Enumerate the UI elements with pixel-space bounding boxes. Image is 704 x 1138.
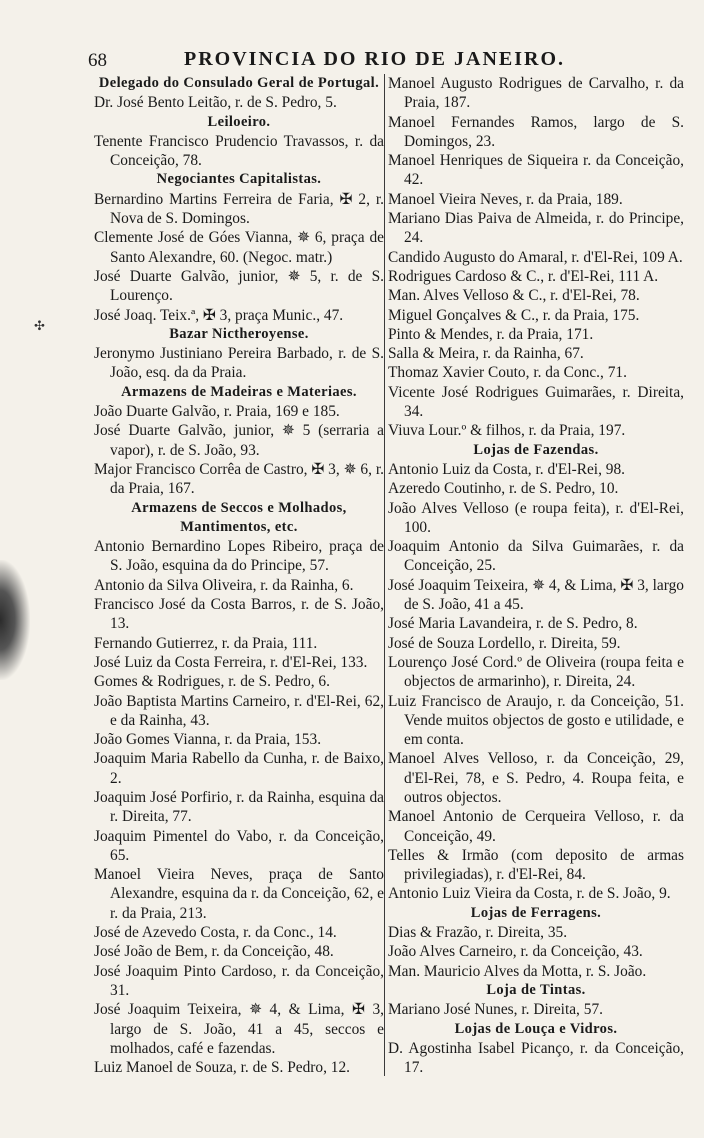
directory-entry: Tenente Francisco Prudencio Travassos, r. da Conceição, 78. bbox=[94, 132, 384, 170]
directory-entry: Manoel Vieira Neves, praça de Santo Alexandre, esquina da r. da Conceição, 62, e r. da Praia, 213. bbox=[94, 866, 384, 922]
directory-entry: Man. Mauricio Alves da Motta, r. S. João. bbox=[388, 962, 647, 980]
directory-entry: João Alves Carneiro, r. da Conceição, 43. bbox=[388, 943, 643, 961]
directory-entry: José de Azevedo Costa, r. da Conc., 14. bbox=[94, 924, 337, 942]
directory-entry: Vicente José Rodrigues Guimarães, r. Direita, 34. bbox=[388, 383, 684, 421]
directory-entry: João Baptista Martins Carneiro, r. d'El-Rei, 62, e da Rainha, 43. bbox=[94, 692, 384, 729]
directory-entry: Fernando Gutierrez, r. da Praia, 111. bbox=[94, 634, 318, 652]
directory-entry: Bernardino Martins Ferreira de Faria, ✠ 2, r. Nova de S. Domingos. bbox=[94, 190, 384, 228]
directory-entry: Jeronymo Justiniano Pereira Barbado, r. de S. João, esq. da da Praia. bbox=[94, 345, 384, 382]
directory-entry: José Duarte Galvão, junior, ✵ 5 (serraria a vapor), r. de S. João, 93. bbox=[94, 422, 384, 459]
directory-entry: Antonio Luiz Vieira da Costa, r. de S. João, 9. bbox=[388, 885, 671, 903]
directory-entry: José Joaquim Teixeira, ✵ 4, & Lima, ✠ 3, largo de S. João, 41 a 45, seccos e molhados, café e fazendas. bbox=[94, 1001, 384, 1057]
directory-entry: João Alves Velloso (e roupa feita), r. d'El-Rei, 100. bbox=[388, 499, 684, 536]
left-column bbox=[94, 74, 384, 1077]
directory-entry: Manoel Vieira Neves, r. da Praia, 189. bbox=[388, 190, 623, 208]
page-number: 68 bbox=[88, 50, 107, 71]
directory-entry: Manoel Henriques de Siqueira r. da Conceição, 42. bbox=[388, 152, 684, 189]
directory-entry: Salla & Meira, r. da Rainha, 67. bbox=[388, 345, 584, 363]
directory-entry: João Duarte Galvão, r. Praia, 169 e 185. bbox=[94, 403, 340, 421]
directory-entry: José Luiz da Costa Ferreira, r. d'El-Rei, 133. bbox=[94, 653, 368, 671]
directory-entry: Joaquim José Porfirio, r. da Rainha, esquina da r. Direita, 77. bbox=[94, 788, 384, 826]
directory-entry: Manoel Fernandes Ramos, largo de S. Domingos, 23. bbox=[388, 113, 684, 150]
directory-entry: D. Agostinha Isabel Picanço, r. da Conceição, 17. bbox=[388, 1039, 684, 1077]
directory-entry: Azeredo Coutinho, r. de S. Pedro, 10. bbox=[388, 480, 619, 498]
directory-entry: Manoel Antonio de Cerqueira Velloso, r. da Conceição, 49. bbox=[388, 808, 684, 845]
directory-entry: José Maria Lavandeira, r. de S. Pedro, 8. bbox=[388, 615, 638, 633]
directory-entry: Antonio Luiz da Costa, r. d'El-Rei, 98. bbox=[388, 460, 626, 478]
directory-entry: José Joaquim Pinto Cardoso, r. da Conceição, 31. bbox=[94, 962, 384, 999]
directory-entry: José Duarte Galvão, junior, ✵ 5, r. de S. Lourenço. bbox=[94, 267, 384, 305]
right-column bbox=[388, 74, 684, 1077]
column-divider bbox=[384, 74, 385, 1076]
directory-entry: José Joaq. Teix.ª, ✠ 3, praça Munic., 47. bbox=[94, 306, 344, 324]
directory-entry: Mariano José Nunes, r. Direita, 57. bbox=[388, 1001, 603, 1019]
section-heading: Negociantes Capitalistas. bbox=[156, 171, 322, 188]
section-heading: Lojas de Fazendas. bbox=[473, 441, 599, 458]
directory-entry: Clemente José de Góes Vianna, ✵ 6, praça de Santo Alexandre, 60. (Negoc. matr.) bbox=[94, 229, 384, 266]
running-title: PROVINCIA DO RIO DE JANEIRO. bbox=[184, 48, 566, 70]
directory-entry: Joaquim Maria Rabello da Cunha, r. de Baixo, 2. bbox=[94, 750, 384, 787]
directory-entry: Thomaz Xavier Couto, r. da Conc., 71. bbox=[388, 364, 627, 382]
directory-entry: Dr. José Bento Leitão, r. de S. Pedro, 5. bbox=[94, 94, 337, 112]
directory-entry: Major Francisco Corrêa de Castro, ✠ 3, ✵ 6, r. da Praia, 167. bbox=[94, 460, 384, 498]
directory-entry: Pinto & Mendes, r. da Praia, 171. bbox=[388, 325, 594, 343]
directory-entry: José João de Bem, r. da Conceição, 48. bbox=[94, 943, 334, 961]
section-heading: Lojas de Louça e Vidros. bbox=[454, 1020, 618, 1037]
directory-entry: Mariano Dias Paiva de Almeida, r. do Principe, 24. bbox=[388, 210, 684, 247]
directory-entry: José de Souza Lordello, r. Direita, 59. bbox=[388, 634, 621, 652]
directory-entry: Miguel Gonçalves & C., r. da Praia, 175. bbox=[388, 306, 640, 324]
section-heading: Loja de Tintas. bbox=[486, 981, 586, 998]
directory-entry: Joaquim Antonio da Silva Guimarães, r. da Conceição, 25. bbox=[388, 538, 684, 575]
directory-entry: Manoel Augusto Rodrigues de Carvalho, r. da Praia, 187. bbox=[388, 75, 684, 112]
section-heading: Leiloeiro. bbox=[207, 113, 271, 130]
page-edge-shadow bbox=[0, 560, 30, 680]
directory-entry: Francisco José da Costa Barros, r. de S. João, 13. bbox=[94, 596, 384, 633]
directory-entry: Man. Alves Velloso & C., r. d'El-Rei, 78. bbox=[388, 287, 640, 305]
directory-entry: Antonio da Silva Oliveira, r. da Rainha, 6. bbox=[94, 576, 354, 594]
section-heading: Bazar Nictheroyense. bbox=[169, 325, 309, 342]
directory-entry: Manoel Alves Velloso, r. da Conceição, 29, d'El-Rei, 78, e S. Pedro, 4. Roupa feita, e outros objectos. bbox=[388, 750, 684, 806]
directory-entry: Dias & Frazão, r. Direita, 35. bbox=[388, 924, 568, 942]
directory-entry: Antonio Bernardino Lopes Ribeiro, praça de S. João, esquina da do Principe, 57. bbox=[94, 538, 384, 575]
directory-entry: Luiz Francisco de Araujo, r. da Conceição, 51. Vende muitos objectos de gosto e utilidade, e em conta. bbox=[388, 692, 684, 749]
directory-entry: Joaquim Pimentel do Vabo, r. da Conceição, 65. bbox=[94, 827, 384, 864]
directory-entry: Viuva Lour.º & filhos, r. da Praia, 197. bbox=[388, 422, 626, 440]
directory-entry: Lourenço José Cord.º de Oliveira (roupa feita e objectos de armarinho), r. Direita, 24. bbox=[388, 653, 684, 691]
directory-entry: João Gomes Vianna, r. da Praia, 153. bbox=[94, 731, 322, 749]
page-header bbox=[88, 48, 683, 74]
directory-entry: Candido Augusto do Amaral, r. d'El-Rei, 109 A. bbox=[388, 248, 683, 266]
margin-mark: ✣ bbox=[34, 318, 45, 333]
directory-entry: Luiz Manoel de Souza, r. de S. Pedro, 12. bbox=[94, 1059, 351, 1077]
directory-entry: Gomes & Rodrigues, r. de S. Pedro, 6. bbox=[94, 673, 330, 691]
section-heading: Lojas de Ferragens. bbox=[470, 904, 602, 921]
section-heading: Armazens de Madeiras e Materiaes. bbox=[121, 383, 357, 400]
directory-entry: José Joaquim Teixeira, ✵ 4, & Lima, ✠ 3, largo de S. João, 41 a 45. bbox=[388, 576, 684, 614]
directory-entry: Rodrigues Cardoso & C., r. d'El-Rei, 111 A. bbox=[388, 267, 659, 285]
directory-entry: Telles & Irmão (com deposito de armas privilegiadas), r. d'El-Rei, 84. bbox=[388, 846, 684, 884]
section-heading: Armazens de Seccos e Molhados, Mantimentos, etc. bbox=[131, 499, 347, 535]
section-heading: Delegado do Consulado Geral de Portugal. bbox=[98, 75, 380, 91]
